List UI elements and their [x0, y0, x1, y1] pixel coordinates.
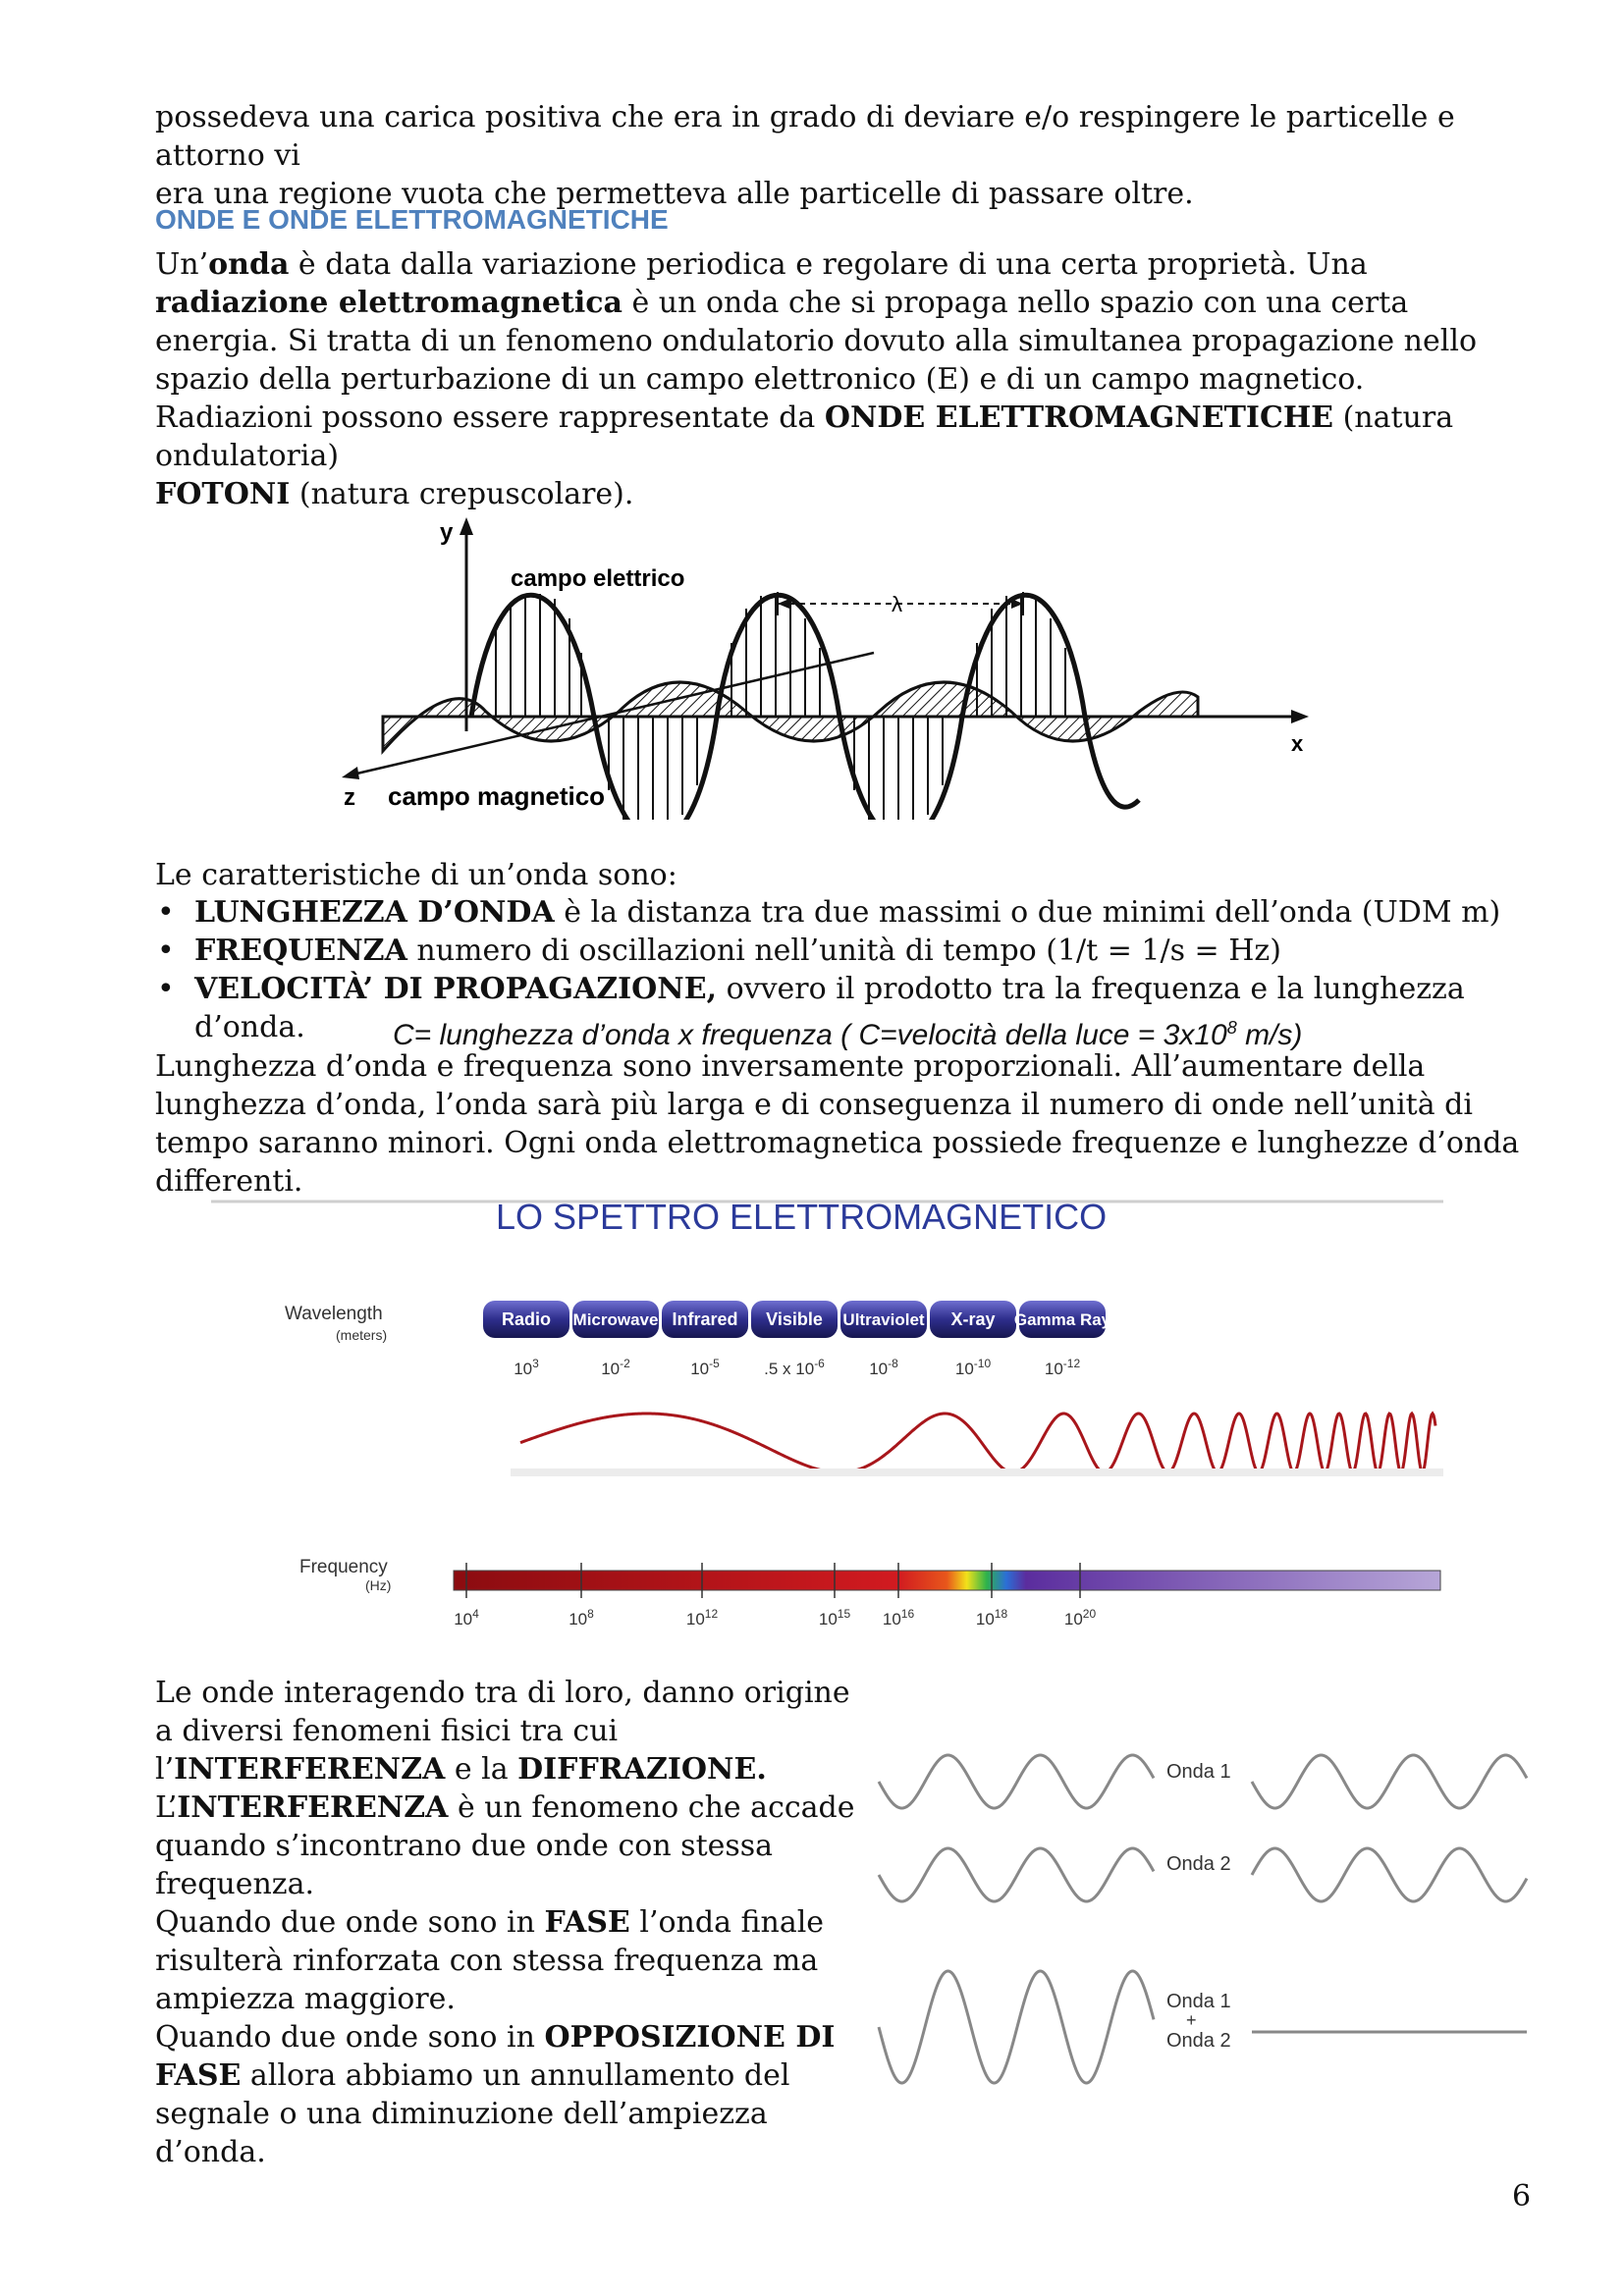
wave-2-label: Onda 2 — [1166, 1853, 1231, 1875]
section-heading: ONDE E ONDE ELETTROMAGNETICHE — [155, 204, 669, 235]
list-item — [155, 893, 1530, 932]
text-run: e la — [445, 1752, 518, 1787]
intro-line-1: possedeva una carica positiva che era in grado di deviare e/o respingere le particelle e attorno vi — [155, 100, 1455, 173]
sum-label-bottom: Onda 2 — [1166, 2030, 1231, 2052]
x-axis-label: x — [1291, 731, 1304, 756]
text-run: Un’ — [155, 247, 209, 282]
frequency-bar — [454, 1571, 1440, 1590]
text-run: è la distanza tra due massimi o due minimi dell’onda (UDM m) — [554, 895, 1501, 930]
characteristics-intro: Le caratteristiche di un’onda sono: — [155, 858, 677, 892]
text-run: C= lunghezza d’onda x frequenza ( C=velocità della luce = 3x10 — [393, 1019, 1227, 1051]
bold-term: ONDE ELETTROMAGNETICHE — [824, 400, 1334, 435]
wave-sum-left — [879, 1971, 1154, 2083]
band-wavelength: $10^{-8}$ — [869, 1357, 898, 1378]
wavelength-unit: (meters) — [336, 1327, 388, 1343]
wave-1-left — [879, 1755, 1154, 1808]
frequency-tick-label: $10^{12}$ — [685, 1607, 719, 1629]
text-run: m/s) — [1236, 1019, 1303, 1051]
electric-field-label: campo elettrico — [511, 565, 685, 592]
em-wave-figure — [324, 506, 1326, 820]
magnetic-field-label: campo magnetico — [388, 781, 606, 811]
z-axis-label: z — [344, 784, 355, 811]
sum-label-top: Onda 1 — [1166, 1991, 1231, 2012]
text-run: (natura ondulatoria) — [155, 400, 1454, 473]
band-pills — [483, 1301, 1111, 1378]
frequency-tick-label: $10^{20}$ — [1063, 1607, 1097, 1629]
frequency-label: Frequency — [299, 1557, 388, 1577]
spectrum-title: LO SPETTRO ELETTROMAGNETICO — [496, 1197, 1108, 1237]
band-wavelength: $10^{-12}$ — [1044, 1357, 1081, 1378]
text-run: Quando due onde sono in — [155, 2020, 545, 2055]
text-run: Radiazioni possono essere rappresentate da — [155, 400, 825, 435]
band-label: Visible — [766, 1309, 823, 1329]
band-wavelength: $10^{-10}$ — [954, 1357, 992, 1378]
text-run: allora abbiamo un annullamento del segnale o una diminuzione dell’ampiezza d’onda. — [155, 2058, 790, 2169]
frequency-tick-label: $10^{18}$ — [975, 1607, 1008, 1629]
text-run: ovvero il prodotto tra la frequenza e la lunghezza d’onda. — [194, 972, 1465, 1044]
proportionality-paragraph: Lunghezza d’onda e frequenza sono inversamente proporzionali. All’aumentare della lunghezza d’onda, l’onda sarà più larga e di conseguenza il numero di onde nell’unità di tempo saranno minori. Ogni onda elettromagnetica possiede frequenze e lunghezze d’onda differenti. — [155, 1049, 1520, 1199]
bold-term: FREQUENZA — [194, 934, 407, 968]
intro-line-2: era una regione vuota che permetteva alle particelle di passare oltre. — [155, 177, 1194, 211]
band-wavelength: $10^{-5}$ — [690, 1357, 720, 1378]
list-item — [155, 932, 1530, 970]
band-wavelength: $10^3$ — [514, 1357, 539, 1378]
bold-term: FOTONI — [155, 477, 291, 511]
lambda-arrow-left — [778, 599, 789, 609]
y-axis-label: y — [440, 519, 454, 546]
text-run: Quando due onde sono in — [155, 1905, 545, 1940]
band-label: X-ray — [950, 1309, 996, 1329]
frequency-tick-label: $10^4$ — [454, 1607, 479, 1629]
band-label: Radio — [501, 1309, 552, 1329]
text-run: numero di oscillazioni nell’unità di tempo (1/t = 1/s = Hz) — [406, 934, 1281, 968]
radiation-paragraph — [155, 399, 1530, 513]
sum-label-plus: + — [1186, 2010, 1197, 2030]
page-number: 6 — [1512, 2179, 1532, 2214]
frequency-tick-label: $10^{15}$ — [818, 1607, 851, 1629]
bold-term: DIFFRAZIONE. — [517, 1752, 767, 1787]
bold-term: onda — [208, 247, 290, 282]
band-label: Gamma Ray — [1013, 1310, 1111, 1329]
wavelength-label: Wavelength — [285, 1304, 383, 1324]
interference-text — [155, 1674, 862, 2171]
intro-paragraph — [155, 98, 1530, 213]
text-run: è data dalla variazione periodica e regolare di una certa proprietà. Una — [289, 247, 1368, 282]
lambda-label: λ — [892, 592, 902, 616]
bold-term: INTERFERENZA — [177, 1790, 449, 1825]
bold-term: OPPOSIZIONE DI FASE — [155, 2020, 836, 2093]
text-run: (natura crepuscolare). — [290, 477, 634, 511]
exponent: 8 — [1226, 1018, 1237, 1038]
interference-figure — [874, 1723, 1542, 2115]
wave-2-left — [879, 1848, 1154, 1901]
bold-term: LUNGHEZZA D’ONDA — [194, 895, 555, 930]
wave-2-right — [1252, 1848, 1527, 1901]
x-axis-arrow — [1291, 710, 1309, 723]
em-spectrum-figure — [196, 1188, 1463, 1639]
bold-term: radiazione elettromagnetica — [155, 286, 623, 320]
frequency-tick-label: $10^{16}$ — [882, 1607, 915, 1629]
frequency-tick-label: $10^8$ — [568, 1607, 594, 1629]
text-run: è un fenomeno che accade quando s’incontrano due onde con stessa frequenza. — [155, 1790, 855, 1901]
bold-term: VELOCITÀ’ DI PROPAGAZIONE, — [194, 972, 718, 1006]
bold-term: FASE — [544, 1905, 630, 1940]
band-label: Ultraviolet — [842, 1310, 925, 1329]
band-label: Microwave — [572, 1310, 659, 1329]
bold-term: INTERFERENZA — [174, 1752, 446, 1787]
spectrum-wave — [520, 1414, 1435, 1472]
z-axis-arrow — [342, 767, 359, 779]
text-run: l’onda finale risulterà rinforzata con stessa frequenza ma ampiezza maggiore. — [155, 1905, 825, 2016]
frequency-unit: (Hz) — [365, 1577, 392, 1593]
definition-paragraph — [155, 245, 1530, 399]
band-wavelength: $10^{-2}$ — [601, 1357, 630, 1378]
text-run: è un onda che si propaga nello spazio con una certa energia. Si tratta di un fenomeno ondulatorio dovuto alla simultanea propagazione nello spazio della perturbazione di un campo elettronico (E) e di un campo magnetico. — [155, 286, 1478, 397]
wave-1-label: Onda 1 — [1166, 1761, 1231, 1783]
text-run: Le onde interagendo tra di loro, danno origine a diversi fenomeni fisici tra cui l’ — [155, 1676, 850, 1787]
band-wavelength: .5 x $10^{-6}$ — [764, 1357, 825, 1378]
band-label: Infrared — [672, 1309, 738, 1329]
text-run: L’ — [155, 1790, 178, 1825]
wave-1-right — [1252, 1755, 1527, 1808]
y-axis-arrow — [460, 517, 473, 535]
